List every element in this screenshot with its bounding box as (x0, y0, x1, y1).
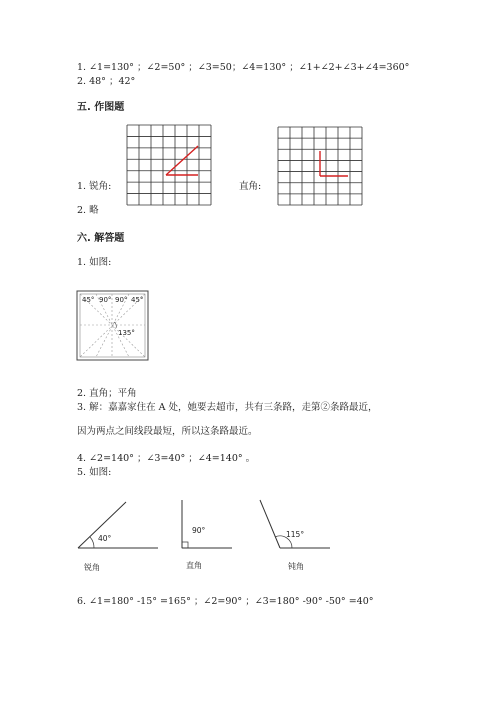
label-90-left: 90° (99, 296, 112, 304)
angle-90-value: 90° (192, 526, 206, 535)
answer-6-6: 6. ∠1=180° -15° =165° ；∠2=90° ；∠3=180° -90° -50° =40° (77, 596, 374, 607)
answer-5-1-right: 直角: (239, 181, 262, 192)
section-5-title: 五. 作图题 (77, 102, 125, 113)
answer-6-3-line2: 因为两点之间线段最短，所以这条路最近。 (77, 426, 258, 437)
angle-115-value: 115° (286, 530, 305, 539)
answer-4-2: 2. 48° ；42° (77, 76, 136, 87)
answer-4-1: 1. ∠1=130° ；∠2=50° ；∠3=50；∠4=130° ；∠1+∠2+∠3+∠4=360° (77, 62, 410, 73)
angle-40-caption: 锐角 (84, 563, 100, 572)
angle-115-figure (256, 498, 336, 554)
answer-6-1: 1. 如图: (77, 257, 112, 268)
answer-5-1-acute: 1. 锐角: (77, 181, 112, 192)
angle-90-figure (176, 498, 236, 554)
answer-6-5: 5. 如图: (77, 467, 112, 478)
acute-angle-grid (126, 124, 212, 206)
answer-6-2: 2. 直角；平角 (77, 388, 137, 399)
angle-40-value: 40° (98, 534, 112, 543)
angle-90-caption: 直角 (186, 561, 202, 570)
label-45-right: 45° (131, 296, 144, 304)
folded-square-diagram (76, 290, 150, 362)
section-6-title: 六. 解答题 (77, 233, 125, 244)
label-135: 135° (118, 329, 135, 337)
answer-6-3-line1: 3. 解：嘉嘉家住在 A 处，她要去超市，共有三条路，走第②条路最近， (77, 402, 378, 413)
label-90-right: 90° (115, 296, 128, 304)
right-angle-grid (277, 126, 363, 206)
answer-5-2: 2. 略 (77, 205, 99, 216)
answer-6-4: 4. ∠2=140° ；∠3=40° ；∠4=140° 。 (77, 453, 256, 464)
angle-115-caption: 钝角 (288, 562, 304, 571)
label-45-left: 45° (82, 296, 95, 304)
angle-40-figure (74, 498, 164, 554)
